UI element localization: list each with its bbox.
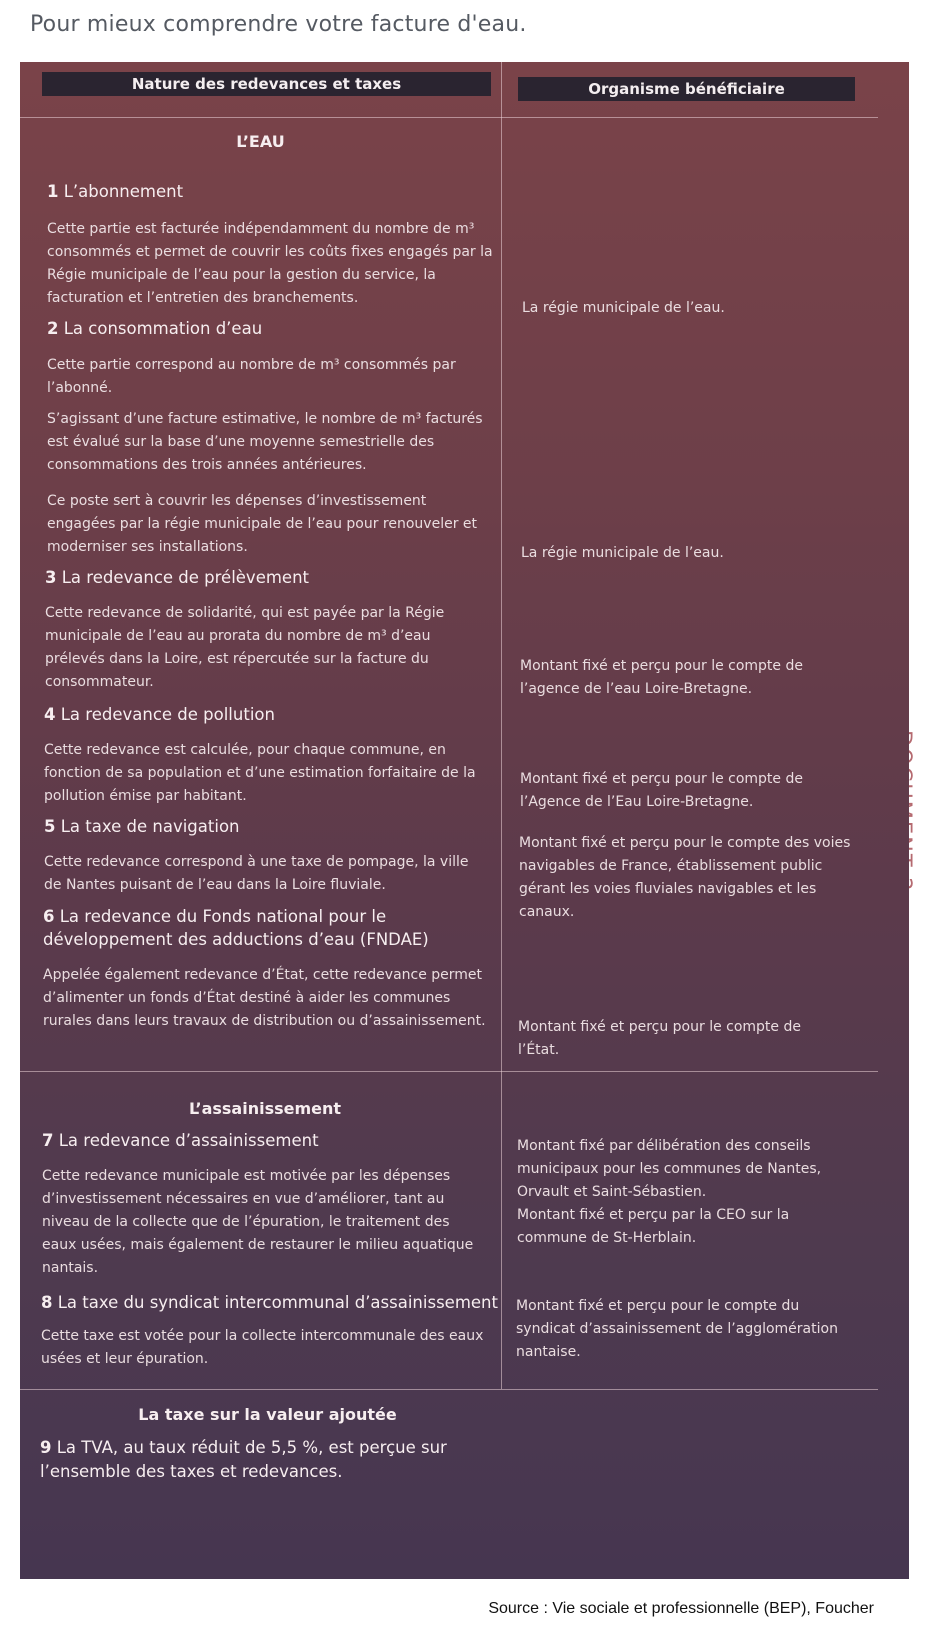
- item-3-text: Cette redevance de solidarité, qui est payée par la Régie municipale de l’eau au prorata du nombre de m³ d’eau prélevés dans la Loire, est répercutée sur la facture du consommateur.: [45, 605, 445, 690]
- item-7-number: 7: [42, 1131, 54, 1150]
- item-2-text-2: S’agissant d’une facture estimative, le nombre de m³ facturés est évalué sur la base d’une moyenne semestrielle des consommations des trois années antérieures.: [47, 411, 483, 473]
- item-1-text: Cette partie est facturée indépendamment du nombre de m³ consommés et permet de couvrir les coûts fixes engagés par la Régie municipale de l’eau pour la gestion du service, la facturation et l’entretien des branchements.: [47, 221, 493, 306]
- item-6-number: 6: [43, 907, 55, 926]
- section-divider-eau: [20, 1071, 878, 1072]
- item-2-title: [47, 319, 262, 338]
- item-4-text: Cette redevance est calculée, pour chaque commune, en fonction de sa population et d’une estimation forfaitaire de la pollution émise par habitant.: [44, 742, 476, 804]
- item-9-text: [40, 1436, 480, 1484]
- item-6-text: Appelée également redevance d’État, cette redevance permet d’alimenter un fonds d’État destiné à aider les communes rurales dans leurs travaux de distribution ou d’assainissement.: [43, 967, 486, 1029]
- item-2-text-1: Cette partie correspond au nombre de m³ consommés par l’abonné.: [47, 357, 456, 396]
- item-1-title: [47, 182, 183, 201]
- item-2-label: La consommation d’eau: [63, 319, 263, 338]
- item-8-title: [41, 1293, 498, 1312]
- item-5-number: 5: [44, 817, 56, 836]
- beneficiary-5: Montant fixé et perçu pour le compte des voies navigables de France, établissement public gérant les voies fluviales navigables et les canaux.: [519, 835, 851, 920]
- section-title-tva: La taxe sur la valeur ajoutée: [138, 1405, 397, 1424]
- item-2-number: 2: [47, 319, 59, 338]
- item-2-text-3: Ce poste sert à couvrir les dépenses d’investissement engagées par la régie municipale de l’eau pour renouveler et moderniser ses installations.: [47, 493, 478, 555]
- section-title-assainissement: L’assainissement: [188, 1099, 342, 1118]
- item-3-label: La redevance de prélèvement: [61, 568, 310, 587]
- item-8-label: La taxe du syndicat intercommunal d’assainissement: [57, 1293, 498, 1312]
- item-3-title: [45, 568, 309, 587]
- item-4-number: 4: [44, 705, 56, 724]
- item-3-number: 3: [45, 568, 57, 587]
- column-header-organisme: Organisme bénéficiaire: [518, 77, 855, 101]
- page-title: Pour mieux comprendre votre facture d'eau.: [30, 12, 527, 37]
- beneficiary-3: Montant fixé et perçu pour le compte de l’agence de l’eau Loire-Bretagne.: [520, 658, 803, 697]
- item-4-title: [44, 705, 275, 724]
- beneficiary-7b: Montant fixé et perçu par la CEO sur la commune de St-Herblain.: [517, 1207, 790, 1246]
- beneficiary-8: Montant fixé et perçu pour le compte du syndicat d’assainissement de l’agglomération nantaise.: [516, 1298, 838, 1360]
- section-title-eau: L’EAU: [236, 132, 285, 151]
- item-8-number: 8: [41, 1293, 53, 1312]
- item-5-text: Cette redevance correspond à une taxe de pompage, la ville de Nantes puisant de l’eau dans la Loire fluviale.: [44, 854, 469, 893]
- item-7-text: Cette redevance municipale est motivée par les dépenses d’investissement nécessaires en vue d’améliorer, tant au niveau de la collecte que de l’épuration, le traitement des eaux usées, mais également de restaurer le milieu aquatique nantais.: [42, 1168, 474, 1276]
- item-6-title: [43, 905, 483, 951]
- column-divider: [501, 62, 502, 1389]
- item-5-title: [44, 817, 240, 836]
- header-divider: [20, 117, 878, 118]
- beneficiary-6: Montant fixé et perçu pour le compte de l’État.: [518, 1019, 801, 1058]
- item-8-text: Cette taxe est votée pour la collecte intercommunale des eaux usées et leur épuration.: [41, 1328, 484, 1367]
- source-note: Source : Vie sociale et professionnelle (BEP), Foucher: [488, 1600, 874, 1617]
- item-9-label: La TVA, au taux réduit de 5,5 %, est perçue sur l’ensemble des taxes et redevances.: [40, 1438, 447, 1481]
- beneficiary-4: Montant fixé et perçu pour le compte de l’Agence de l’Eau Loire-Bretagne.: [520, 771, 803, 810]
- item-9-number: 9: [40, 1438, 52, 1457]
- column-header-nature: Nature des redevances et taxes: [42, 72, 491, 96]
- beneficiary-1: La régie municipale de l’eau.: [522, 300, 725, 316]
- beneficiary-7a: Montant fixé par délibération des conseils municipaux pour les communes de Nantes, Orvault et Saint-Sébastien.: [517, 1138, 822, 1200]
- item-6-label: La redevance du Fonds national pour le développement des adductions d’eau (FNDAE): [43, 907, 429, 949]
- item-1-number: 1: [47, 182, 59, 201]
- tax-table: [20, 62, 909, 1579]
- item-7-label: La redevance d’assainissement: [58, 1131, 319, 1150]
- item-7-title: [42, 1131, 319, 1150]
- item-5-label: La taxe de navigation: [60, 817, 240, 836]
- item-4-label: La redevance de pollution: [60, 705, 275, 724]
- section-divider-assainissement: [20, 1389, 878, 1390]
- beneficiary-2: La régie municipale de l’eau.: [521, 545, 724, 561]
- item-1-label: L’abonnement: [63, 182, 184, 201]
